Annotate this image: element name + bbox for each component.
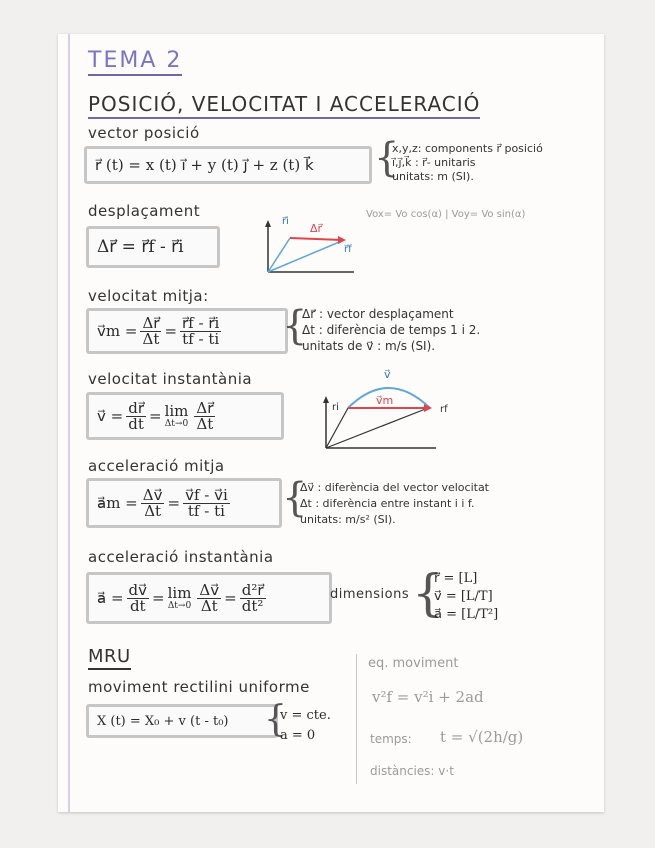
avg-accel-lhs: a⃗m = <box>97 494 138 512</box>
margin-line <box>68 34 70 812</box>
graph-vm-label: v⃗m <box>376 394 394 407</box>
graph-v-label: v⃗ <box>384 368 391 381</box>
inst-accel-box: a⃗ = $\frac{dv⃗}{dt}$ = lim Δt→0 $\frac{\Delta v⃗}{\Delta t}$ = $\frac{\text{d²r⃗}}{\text{dt²}}$ <box>86 572 332 624</box>
position-formula-box <box>84 146 372 184</box>
inst-accel-frac-2: $\frac{\Delta v⃗}{\Delta t}$ <box>199 580 220 615</box>
position-brace: { <box>374 135 400 181</box>
avg-velocity-heading: velocitat mitja: <box>88 287 209 305</box>
avg-accel-heading: acceleració mitja <box>88 457 225 475</box>
inst-accel-frac-3: $\frac{\text{d²r⃗}}{\text{dt²}}$ <box>241 580 264 615</box>
mru-side-3: temps: <box>370 732 412 746</box>
dimension-r: r⃗ = [L] <box>434 571 478 586</box>
mru-side-5: distàncies: v·t <box>370 764 454 778</box>
mru-side-2: v²f = v²i + 2ad <box>372 688 484 706</box>
dimension-v: v⃗ = [L/T] <box>434 589 493 604</box>
avg-accel-brace: { <box>282 475 308 521</box>
inst-accel-lhs: a⃗ = <box>97 589 124 607</box>
inst-accel-heading: acceleració instantània <box>88 548 274 566</box>
mru-divider <box>356 654 357 784</box>
position-note-3: unitats: m (SI). <box>392 170 474 183</box>
dimensions-brace: { <box>412 564 444 622</box>
mru-conditions <box>280 706 331 746</box>
displacement-lhs: Δr⃗ = <box>97 237 136 257</box>
inst-velocity-frac-2: $\frac{\Delta r⃗}{\Delta t}$ <box>196 398 214 433</box>
avg-accel-note-2: Δt : diferència entre instant i i f. <box>300 497 475 510</box>
avg-accel-box: a⃗m = $\frac{\Delta v⃗}{\Delta t}$ = $\frac{v⃗f - v⃗i}{tf - ti}$ <box>86 478 282 528</box>
mru-brace: { <box>264 699 287 740</box>
avg-velocity-note-3: unitats de v⃗ : m/s (SI). <box>302 339 436 353</box>
displacement-rhs: r⃗f - r⃗i <box>141 237 184 257</box>
displacement-graph <box>258 210 368 282</box>
page-title: POSICIÓ, VELOCITAT I ACCELERACIÓ <box>88 92 480 116</box>
avg-velocity-note-2: Δt : diferència de temps 1 i 2. <box>302 323 481 337</box>
graph-rf-label: r⃗f <box>344 244 352 255</box>
graph-ri-label: r⃗i <box>282 216 289 227</box>
mru-formula-box <box>86 704 278 738</box>
avg-velocity-box: v⃗m = $\frac{\Delta r⃗}{\Delta t}$ = $\frac{r⃗f - r⃗i}{tf - ti}$ <box>86 308 288 354</box>
inst-accel-limit: lim Δt→0 <box>167 583 192 611</box>
mru-cond-2: a = 0 <box>280 728 316 743</box>
avg-velocity-frac-1: $\frac{\Delta r⃗}{\Delta t}$ <box>142 313 160 348</box>
position-note-2: i⃗,j⃗,k⃗ : r⃗- unitaris <box>392 156 476 169</box>
graph-rf2-label: rf <box>440 404 448 415</box>
inst-velocity-frac-1: $\frac{dr⃗}{dt}$ <box>128 398 144 433</box>
avg-accel-frac-1: $\frac{\Delta v⃗}{\Delta t}$ <box>142 485 163 520</box>
avg-accel-note-3: unitats: m/s² (SI). <box>300 513 396 526</box>
mru-heading: MRU <box>88 646 131 667</box>
avg-accel-frac-2: $\frac{v⃗f - v⃗i}{tf - ti}$ <box>185 485 228 520</box>
displacement-formula-box <box>86 226 220 268</box>
position-aside: Vox= Vo cos(α) | Voy= Vo sin(α) <box>366 209 526 220</box>
avg-velocity-lhs: v⃗m = <box>97 322 138 340</box>
inst-velocity-limit: lim Δt→0 <box>164 401 189 429</box>
avg-velocity-notes <box>302 306 480 354</box>
inst-velocity-heading: velocitat instantània <box>88 370 253 388</box>
graph-ri2-label: ri <box>332 402 339 413</box>
avg-accel-notes <box>300 480 489 528</box>
avg-velocity-note-1: Δr⃗ : vector desplaçament <box>302 307 454 321</box>
inst-accel-frac-1: $\frac{dv⃗}{dt}$ <box>128 580 148 615</box>
avg-velocity-brace: { <box>282 303 308 349</box>
mru-side-4: t = √(2h/g) <box>440 728 524 746</box>
position-notes <box>392 142 543 184</box>
mru-cond-1: v = cte. <box>280 708 331 723</box>
mru-subheading: moviment rectilini uniforme <box>88 678 310 696</box>
inst-velocity-lhs: v⃗ = <box>97 407 124 425</box>
position-formula: r⃗ (t) = x (t) i⃗ + y (t) j⃗ + z (t) k⃗ <box>95 156 314 174</box>
avg-accel-note-1: Δv⃗ : diferència del vector velocitat <box>300 481 489 494</box>
mru-side-1: eq. moviment <box>368 656 459 671</box>
dimension-a: a⃗ = [L/T²] <box>434 607 499 622</box>
avg-velocity-frac-2: $\frac{r⃗f - r⃗i}{tf - ti}$ <box>182 313 220 348</box>
dimensions-list <box>434 570 498 624</box>
mru-formula: X (t) = X₀ + v (t - t₀) <box>97 713 229 729</box>
inst-velocity-box: v⃗ = $\frac{dr⃗}{dt}$ = lim Δt→0 $\frac{\Delta r⃗}{\Delta t}$ <box>86 392 284 440</box>
inst-velocity-graph <box>318 366 468 456</box>
dimensions-label: dimensions <box>330 587 410 602</box>
position-note-1: x,y,z: components r⃗ posició <box>392 142 543 155</box>
graph-dr-label: Δr⃗ <box>310 222 323 235</box>
displacement-heading: desplaçament <box>88 202 201 220</box>
topic-label: TEMA 2 <box>88 48 182 73</box>
position-heading: vector posició <box>88 124 200 142</box>
